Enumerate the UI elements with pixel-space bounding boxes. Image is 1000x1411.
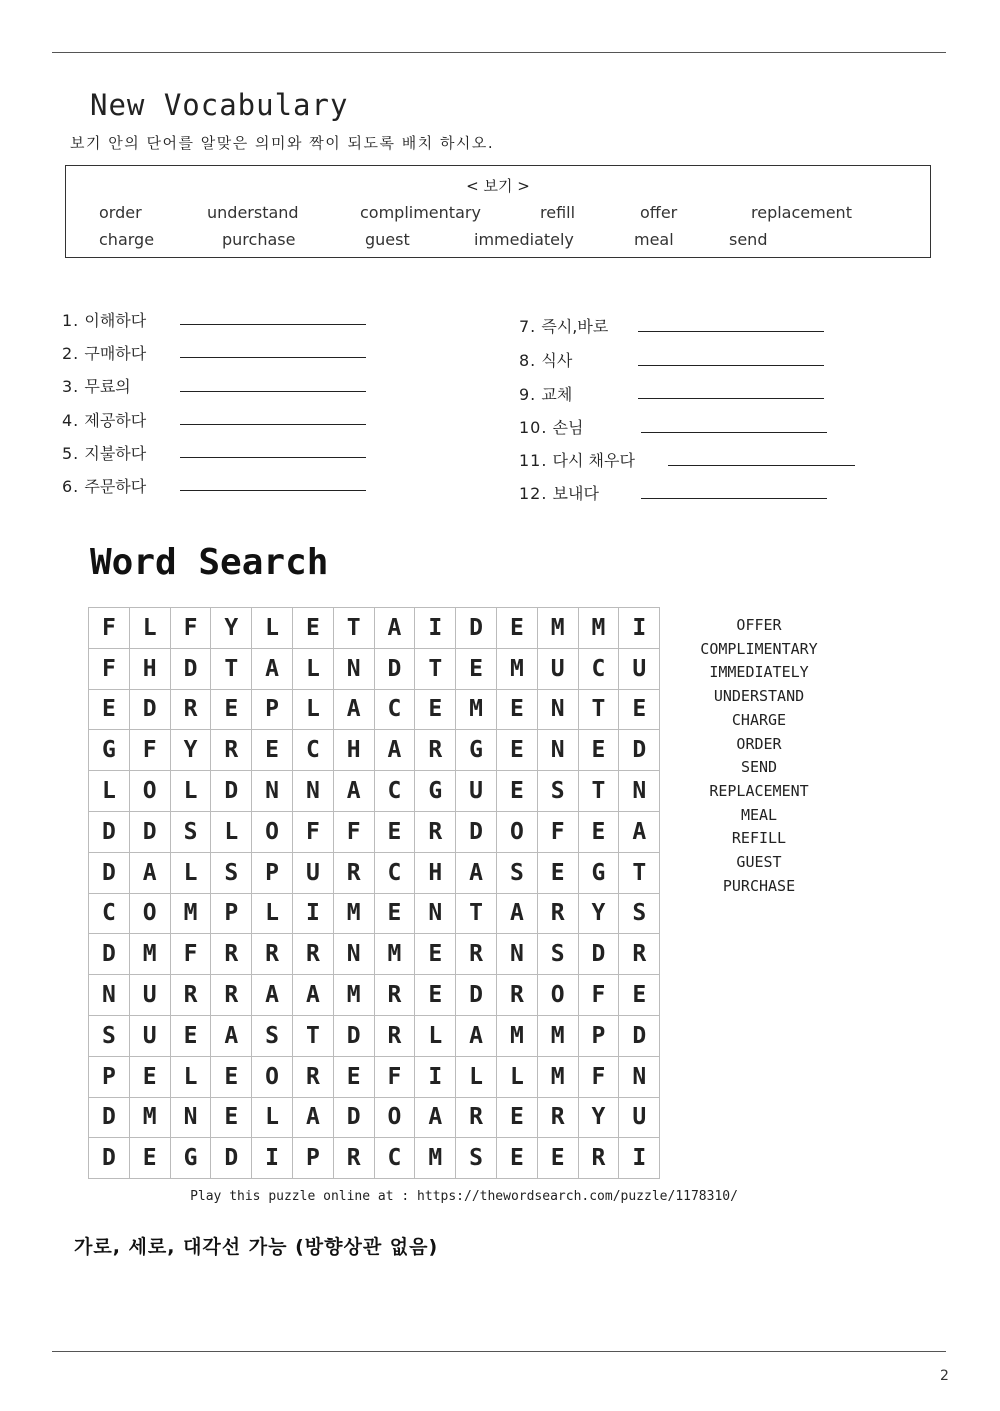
- grid-cell[interactable]: S: [456, 1138, 497, 1179]
- grid-cell[interactable]: P: [293, 1138, 334, 1179]
- bottom-rule: [52, 1351, 946, 1352]
- word-list-item: ORDER: [736, 734, 782, 753]
- grid-cell[interactable]: P: [89, 1057, 130, 1098]
- grid-cell[interactable]: E: [171, 1016, 212, 1057]
- grid-cell[interactable]: L: [171, 1057, 212, 1098]
- bank-word: understand: [207, 203, 299, 222]
- word-search-title: Word Search: [90, 542, 329, 583]
- grid-cell[interactable]: N: [334, 934, 375, 975]
- grid-cell[interactable]: C: [579, 649, 620, 690]
- grid-cell[interactable]: O: [252, 1057, 293, 1098]
- grid-cell[interactable]: S: [619, 894, 660, 935]
- grid-cell[interactable]: L: [89, 771, 130, 812]
- grid-cell[interactable]: L: [130, 608, 171, 649]
- grid-cell[interactable]: U: [619, 649, 660, 690]
- answer-blank-12[interactable]: [641, 498, 827, 499]
- grid-cell[interactable]: D: [211, 771, 252, 812]
- grid-cell[interactable]: Y: [171, 730, 212, 771]
- grid-cell[interactable]: R: [619, 934, 660, 975]
- grid-cell[interactable]: U: [130, 1016, 171, 1057]
- grid-cell[interactable]: D: [89, 1098, 130, 1139]
- grid-cell[interactable]: A: [130, 853, 171, 894]
- grid-cell[interactable]: R: [334, 1138, 375, 1179]
- grid-cell[interactable]: E: [415, 975, 456, 1016]
- grid-cell[interactable]: I: [619, 608, 660, 649]
- grid-cell[interactable]: E: [497, 771, 538, 812]
- grid-cell[interactable]: I: [415, 1057, 456, 1098]
- grid-cell[interactable]: R: [211, 934, 252, 975]
- grid-cell[interactable]: I: [252, 1138, 293, 1179]
- word-list-item: SEND: [740, 758, 778, 777]
- grid-cell[interactable]: F: [130, 730, 171, 771]
- grid-cell[interactable]: E: [538, 853, 579, 894]
- grid-cell[interactable]: T: [579, 690, 620, 731]
- puzzle-credit: Play this puzzle online at : https://thewordsearch.com/puzzle/1178310/: [190, 1189, 738, 1204]
- grid-cell[interactable]: N: [619, 1057, 660, 1098]
- grid-cell[interactable]: F: [334, 812, 375, 853]
- grid-cell[interactable]: E: [497, 730, 538, 771]
- direction-note: 가로, 세로, 대각선 가능 (방향상관 없음): [74, 1236, 439, 1258]
- grid-cell[interactable]: T: [579, 771, 620, 812]
- grid-cell[interactable]: S: [252, 1016, 293, 1057]
- grid-cell[interactable]: Y: [579, 894, 620, 935]
- grid-cell[interactable]: E: [252, 730, 293, 771]
- grid-cell[interactable]: N: [334, 649, 375, 690]
- grid-cell[interactable]: T: [619, 853, 660, 894]
- grid-cell[interactable]: L: [211, 812, 252, 853]
- grid-cell[interactable]: E: [211, 1057, 252, 1098]
- grid-cell[interactable]: R: [538, 1098, 579, 1139]
- grid-cell[interactable]: S: [538, 771, 579, 812]
- bank-word: purchase: [222, 230, 296, 249]
- grid-cell[interactable]: G: [579, 853, 620, 894]
- grid-cell[interactable]: T: [293, 1016, 334, 1057]
- grid-cell[interactable]: F: [171, 608, 212, 649]
- grid-cell[interactable]: E: [619, 690, 660, 731]
- grid-cell[interactable]: E: [211, 690, 252, 731]
- grid-cell[interactable]: L: [415, 1016, 456, 1057]
- question-1: 1. 이해하다: [62, 311, 147, 330]
- grid-cell[interactable]: E: [375, 894, 416, 935]
- grid-cell[interactable]: T: [456, 894, 497, 935]
- grid-cell[interactable]: D: [579, 934, 620, 975]
- word-search-word-list: [690, 614, 828, 898]
- grid-cell[interactable]: A: [334, 690, 375, 731]
- grid-cell[interactable]: M: [334, 975, 375, 1016]
- page-number: 2: [940, 1368, 949, 1384]
- grid-cell[interactable]: R: [171, 690, 212, 731]
- question-7: 7. 즉시,바로: [519, 317, 609, 336]
- grid-cell[interactable]: E: [579, 730, 620, 771]
- question-5: 5. 지불하다: [62, 444, 147, 463]
- grid-cell[interactable]: N: [538, 730, 579, 771]
- grid-cell[interactable]: A: [334, 771, 375, 812]
- word-list-item: OFFER: [736, 616, 782, 634]
- grid-cell[interactable]: D: [89, 853, 130, 894]
- grid-cell[interactable]: A: [456, 1016, 497, 1057]
- question-10: 10. 손님: [519, 418, 584, 437]
- word-list-item: REPLACEMENT: [709, 781, 809, 800]
- question-6: 6. 주문하다: [62, 477, 147, 496]
- grid-cell[interactable]: P: [252, 690, 293, 731]
- grid-cell[interactable]: H: [415, 853, 456, 894]
- grid-cell[interactable]: E: [497, 608, 538, 649]
- grid-cell[interactable]: O: [252, 812, 293, 853]
- grid-cell[interactable]: Y: [211, 608, 252, 649]
- grid-cell[interactable]: A: [252, 649, 293, 690]
- grid-cell[interactable]: O: [130, 771, 171, 812]
- word-bank-box: [65, 165, 931, 258]
- grid-cell[interactable]: P: [579, 1016, 620, 1057]
- bank-word: meal: [634, 230, 674, 249]
- grid-cell[interactable]: N: [538, 690, 579, 731]
- grid-cell[interactable]: R: [252, 934, 293, 975]
- grid-cell[interactable]: N: [171, 1098, 212, 1139]
- grid-cell[interactable]: Y: [579, 1098, 620, 1139]
- grid-cell[interactable]: R: [415, 812, 456, 853]
- grid-cell[interactable]: O: [538, 975, 579, 1016]
- answer-blank-6[interactable]: [180, 490, 366, 491]
- grid-cell[interactable]: L: [171, 771, 212, 812]
- grid-cell[interactable]: D: [619, 1016, 660, 1057]
- grid-cell[interactable]: M: [538, 608, 579, 649]
- grid-cell[interactable]: M: [415, 1138, 456, 1179]
- grid-cell[interactable]: R: [293, 1057, 334, 1098]
- grid-cell[interactable]: F: [579, 1057, 620, 1098]
- word-list-item: PURCHASE: [722, 876, 796, 895]
- grid-cell[interactable]: S: [89, 1016, 130, 1057]
- grid-cell[interactable]: R: [171, 975, 212, 1016]
- bank-word: replacement: [751, 203, 852, 222]
- grid-cell[interactable]: A: [456, 853, 497, 894]
- grid-cell[interactable]: E: [579, 812, 620, 853]
- grid-cell[interactable]: C: [375, 690, 416, 731]
- top-rule: [52, 52, 946, 53]
- grid-cell[interactable]: U: [130, 975, 171, 1016]
- grid-cell[interactable]: E: [456, 649, 497, 690]
- grid-cell[interactable]: E: [415, 934, 456, 975]
- grid-cell[interactable]: R: [415, 730, 456, 771]
- grid-cell[interactable]: M: [375, 934, 416, 975]
- grid-cell[interactable]: R: [456, 1098, 497, 1139]
- grid-cell[interactable]: E: [619, 975, 660, 1016]
- bank-word: refill: [540, 203, 576, 222]
- grid-cell[interactable]: D: [89, 1138, 130, 1179]
- grid-cell[interactable]: A: [375, 608, 416, 649]
- grid-cell[interactable]: D: [456, 812, 497, 853]
- grid-cell[interactable]: T: [415, 649, 456, 690]
- word-bank-label: < 보기 >: [466, 177, 530, 195]
- grid-cell[interactable]: D: [456, 975, 497, 1016]
- grid-cell[interactable]: U: [456, 771, 497, 812]
- grid-cell[interactable]: O: [497, 812, 538, 853]
- bank-word: charge: [99, 230, 155, 249]
- grid-cell[interactable]: T: [334, 608, 375, 649]
- grid-cell[interactable]: D: [130, 690, 171, 731]
- grid-cell[interactable]: S: [171, 812, 212, 853]
- grid-cell[interactable]: E: [211, 1098, 252, 1139]
- grid-cell[interactable]: P: [211, 894, 252, 935]
- grid-cell[interactable]: D: [171, 649, 212, 690]
- grid-cell[interactable]: S: [497, 853, 538, 894]
- question-8: 8. 식사: [519, 351, 573, 370]
- grid-cell[interactable]: F: [538, 812, 579, 853]
- answer-blank-11[interactable]: [668, 465, 855, 466]
- grid-cell[interactable]: M: [497, 649, 538, 690]
- grid-cell[interactable]: H: [334, 730, 375, 771]
- grid-cell[interactable]: D: [334, 1016, 375, 1057]
- grid-cell[interactable]: D: [130, 812, 171, 853]
- grid-cell[interactable]: M: [334, 894, 375, 935]
- grid-cell[interactable]: T: [211, 649, 252, 690]
- grid-cell[interactable]: A: [415, 1098, 456, 1139]
- grid-cell[interactable]: L: [171, 853, 212, 894]
- question-4: 4. 제공하다: [62, 411, 147, 430]
- grid-cell[interactable]: R: [497, 975, 538, 1016]
- grid-cell[interactable]: N: [497, 934, 538, 975]
- grid-cell[interactable]: R: [334, 853, 375, 894]
- grid-cell[interactable]: A: [252, 975, 293, 1016]
- grid-cell[interactable]: R: [456, 934, 497, 975]
- grid-cell[interactable]: D: [211, 1138, 252, 1179]
- grid-cell[interactable]: M: [497, 1016, 538, 1057]
- grid-cell[interactable]: A: [375, 730, 416, 771]
- grid-cell[interactable]: M: [130, 934, 171, 975]
- word-list-item: REFILL: [731, 829, 787, 848]
- grid-cell[interactable]: M: [130, 1098, 171, 1139]
- grid-cell[interactable]: F: [293, 812, 334, 853]
- answer-blank-4[interactable]: [180, 424, 366, 425]
- grid-cell[interactable]: G: [456, 730, 497, 771]
- grid-cell[interactable]: L: [252, 608, 293, 649]
- grid-cell[interactable]: G: [171, 1138, 212, 1179]
- bank-word: guest: [365, 230, 410, 249]
- grid-cell[interactable]: I: [619, 1138, 660, 1179]
- answer-blank-8[interactable]: [638, 365, 824, 366]
- grid-cell[interactable]: S: [211, 853, 252, 894]
- grid-cell[interactable]: N: [293, 771, 334, 812]
- grid-cell[interactable]: D: [334, 1098, 375, 1139]
- answer-blank-3[interactable]: [180, 391, 366, 392]
- grid-cell[interactable]: F: [171, 934, 212, 975]
- bank-word: immediately: [474, 230, 574, 249]
- grid-cell[interactable]: U: [538, 649, 579, 690]
- grid-cell[interactable]: E: [375, 812, 416, 853]
- grid-cell[interactable]: P: [252, 853, 293, 894]
- answer-blank-9[interactable]: [638, 398, 824, 399]
- grid-cell[interactable]: F: [375, 1057, 416, 1098]
- grid-cell[interactable]: M: [538, 1057, 579, 1098]
- grid-cell[interactable]: N: [619, 771, 660, 812]
- word-list-item: GUEST: [736, 853, 782, 872]
- grid-cell[interactable]: C: [89, 894, 130, 935]
- grid-cell[interactable]: F: [579, 975, 620, 1016]
- vocabulary-instruction: 보기 안의 단어를 알맞은 의미와 짝이 되도록 배치 하시오.: [70, 134, 495, 152]
- grid-cell[interactable]: F: [89, 608, 130, 649]
- grid-cell[interactable]: A: [211, 1016, 252, 1057]
- word-list-item: COMPLIMENTARY: [700, 639, 818, 658]
- grid-cell[interactable]: D: [456, 608, 497, 649]
- vocabulary-title: New Vocabulary: [90, 88, 349, 122]
- grid-cell[interactable]: M: [538, 1016, 579, 1057]
- grid-cell[interactable]: U: [293, 853, 334, 894]
- answer-blank-5[interactable]: [180, 457, 366, 458]
- grid-cell[interactable]: O: [375, 1098, 416, 1139]
- grid-cell[interactable]: D: [89, 812, 130, 853]
- grid-cell[interactable]: I: [415, 608, 456, 649]
- question-11: 11. 다시 채우다: [519, 451, 635, 470]
- bank-word: offer: [640, 203, 678, 222]
- grid-cell[interactable]: L: [456, 1057, 497, 1098]
- grid-cell[interactable]: C: [375, 853, 416, 894]
- grid-cell[interactable]: D: [89, 934, 130, 975]
- grid-cell[interactable]: G: [89, 730, 130, 771]
- grid-cell[interactable]: E: [497, 1138, 538, 1179]
- grid-cell[interactable]: G: [415, 771, 456, 812]
- grid-cell[interactable]: A: [293, 975, 334, 1016]
- question-9: 9. 교체: [519, 385, 573, 404]
- grid-cell[interactable]: E: [497, 690, 538, 731]
- grid-cell[interactable]: M: [171, 894, 212, 935]
- grid-cell[interactable]: E: [497, 1098, 538, 1139]
- answer-blank-7[interactable]: [638, 331, 824, 332]
- grid-cell[interactable]: M: [456, 690, 497, 731]
- grid-cell[interactable]: L: [293, 649, 334, 690]
- grid-cell[interactable]: R: [375, 975, 416, 1016]
- answer-blank-10[interactable]: [641, 432, 827, 433]
- grid-cell[interactable]: M: [579, 608, 620, 649]
- bank-word: complimentary: [360, 203, 481, 222]
- grid-cell[interactable]: L: [252, 1098, 293, 1139]
- question-12: 12. 보내다: [519, 484, 599, 503]
- word-list-item: MEAL: [740, 805, 778, 824]
- grid-cell[interactable]: F: [89, 649, 130, 690]
- grid-cell[interactable]: N: [89, 975, 130, 1016]
- grid-cell[interactable]: R: [211, 730, 252, 771]
- question-3: 3. 무료의: [62, 377, 131, 396]
- question-2: 2. 구매하다: [62, 344, 147, 363]
- bank-word: order: [99, 203, 142, 222]
- grid-cell[interactable]: R: [293, 934, 334, 975]
- grid-cell[interactable]: E: [130, 1057, 171, 1098]
- grid-cell[interactable]: A: [293, 1098, 334, 1139]
- answer-blank-2[interactable]: [180, 357, 366, 358]
- grid-cell[interactable]: S: [538, 934, 579, 975]
- answer-blank-1[interactable]: [180, 324, 366, 325]
- grid-cell[interactable]: D: [619, 730, 660, 771]
- grid-cell[interactable]: L: [497, 1057, 538, 1098]
- grid-cell[interactable]: N: [252, 771, 293, 812]
- grid-cell[interactable]: E: [293, 608, 334, 649]
- bank-word: send: [729, 230, 768, 249]
- grid-cell[interactable]: E: [334, 1057, 375, 1098]
- grid-cell[interactable]: R: [538, 894, 579, 935]
- grid-cell[interactable]: L: [293, 690, 334, 731]
- grid-cell[interactable]: E: [89, 690, 130, 731]
- word-list-item: CHARGE: [731, 710, 787, 729]
- grid-cell[interactable]: R: [579, 1138, 620, 1179]
- word-list-item: IMMEDIATELY: [709, 663, 809, 682]
- grid-cell[interactable]: A: [497, 894, 538, 935]
- grid-cell[interactable]: C: [375, 1138, 416, 1179]
- grid-cell[interactable]: E: [415, 690, 456, 731]
- grid-cell[interactable]: R: [375, 1016, 416, 1057]
- grid-cell[interactable]: U: [619, 1098, 660, 1139]
- grid-cell[interactable]: R: [211, 975, 252, 1016]
- grid-cell[interactable]: I: [293, 894, 334, 935]
- grid-cell[interactable]: C: [293, 730, 334, 771]
- grid-cell[interactable]: N: [415, 894, 456, 935]
- grid-cell[interactable]: L: [252, 894, 293, 935]
- grid-cell[interactable]: O: [130, 894, 171, 935]
- grid-cell[interactable]: D: [375, 649, 416, 690]
- word-list-item: UNDERSTAND: [713, 687, 805, 706]
- word-search-grid[interactable]: [88, 607, 660, 1179]
- grid-cell[interactable]: A: [619, 812, 660, 853]
- grid-cell[interactable]: C: [375, 771, 416, 812]
- grid-cell[interactable]: E: [538, 1138, 579, 1179]
- grid-cell[interactable]: H: [130, 649, 171, 690]
- grid-cell[interactable]: E: [130, 1138, 171, 1179]
